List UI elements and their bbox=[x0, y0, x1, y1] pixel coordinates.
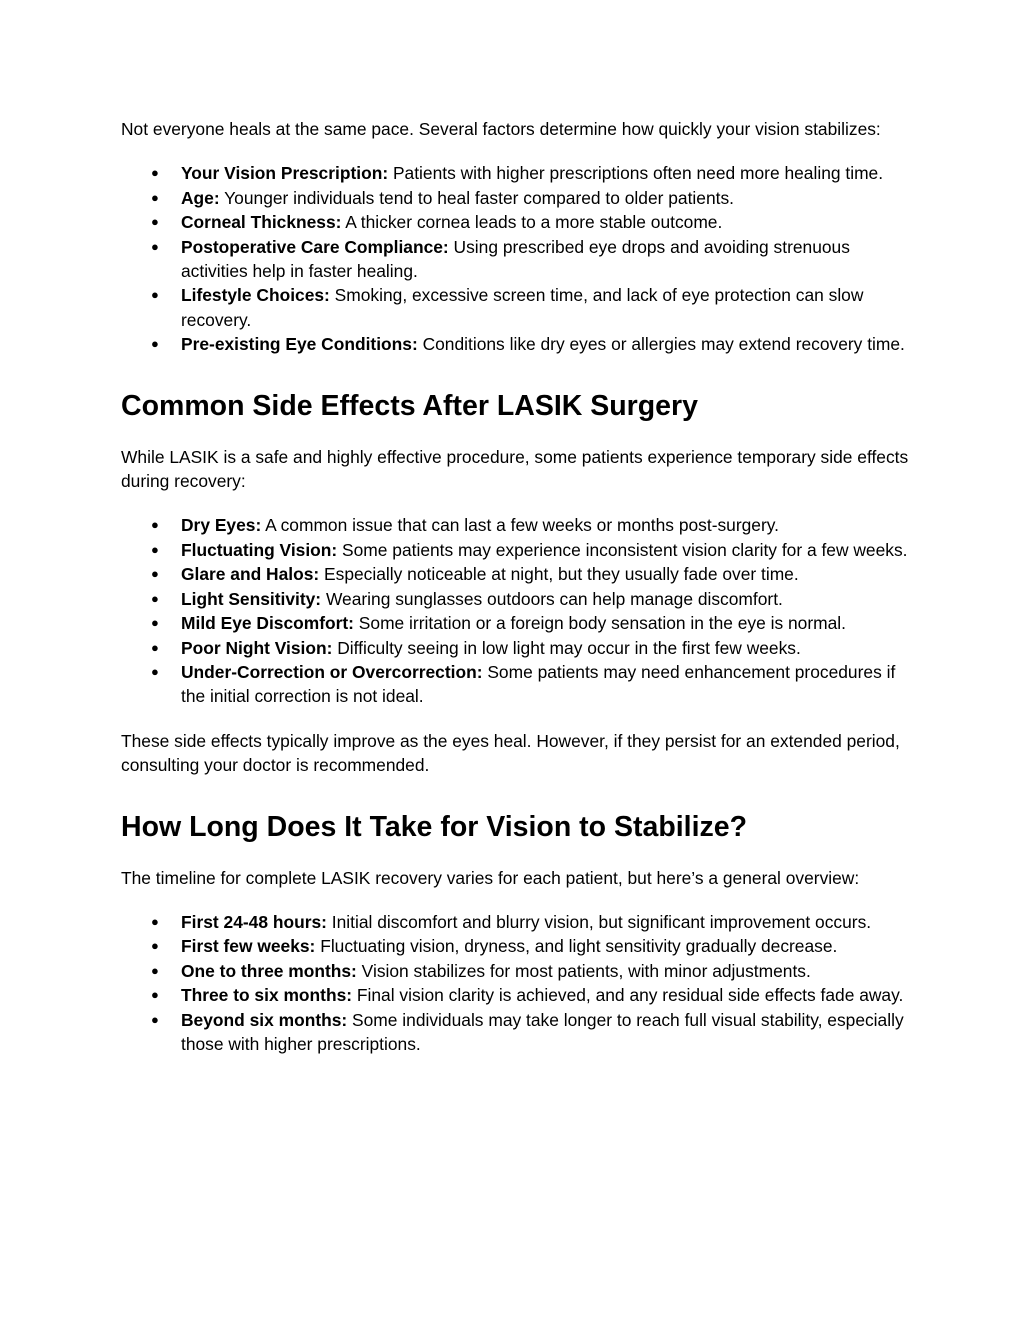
bullet-icon: ● bbox=[151, 962, 159, 978]
factors-list bbox=[121, 161, 914, 356]
list-item bbox=[121, 513, 914, 537]
bullet-icon: ● bbox=[151, 238, 159, 254]
list-item-desc: Especially noticeable at night, but they usually fade over time. bbox=[319, 564, 799, 585]
list-item-desc: Some individuals may take longer to reach full visual stability, especially those with higher prescriptions. bbox=[181, 1009, 904, 1054]
list-item-desc: Difficulty seeing in low light may occur in the first few weeks. bbox=[332, 637, 801, 658]
list-item-term: Poor Night Vision: bbox=[181, 637, 333, 658]
list-item bbox=[121, 210, 914, 234]
side-effects-outro-paragraph: These side effects typically improve as the eyes heal. However, if they persist for an extended period, consulting your doctor is recommended. bbox=[121, 730, 900, 776]
bullet-icon: ● bbox=[151, 287, 159, 303]
list-item bbox=[121, 161, 914, 185]
list-item-desc: A thicker cornea leads to a more stable outcome. bbox=[341, 212, 723, 233]
list-item-desc: Final vision clarity is achieved, and any residual side effects fade away. bbox=[352, 985, 904, 1006]
list-item-term: Three to six months: bbox=[181, 985, 353, 1006]
list-item-term: First 24-48 hours: bbox=[181, 911, 327, 932]
list-item-desc: Some irritation or a foreign body sensation in the eye is normal. bbox=[353, 613, 846, 634]
bullet-icon: ● bbox=[151, 566, 159, 582]
list-item-desc: Conditions like dry eyes or allergies may extend recovery time. bbox=[417, 334, 905, 355]
list-item bbox=[121, 332, 914, 356]
list-item-desc: Initial discomfort and blurry vision, but significant improvement occurs. bbox=[326, 911, 872, 932]
bullet-icon: ● bbox=[151, 336, 159, 352]
list-item bbox=[121, 235, 914, 284]
bullet-icon: ● bbox=[151, 987, 159, 1003]
list-item-term: Corneal Thickness: bbox=[181, 212, 342, 233]
timeline-heading: How Long Does It Take for Vision to Stabilize? bbox=[121, 810, 747, 843]
list-item bbox=[121, 636, 914, 660]
list-item-term: Your Vision Prescription: bbox=[181, 163, 389, 184]
list-item-term: Mild Eye Discomfort: bbox=[181, 613, 354, 634]
timeline-intro-paragraph: The timeline for complete LASIK recovery varies for each patient, but here’s a general overview: bbox=[121, 867, 860, 888]
list-item bbox=[121, 1008, 914, 1057]
bullet-icon: ● bbox=[151, 541, 159, 557]
list-item-desc: Wearing sunglasses outdoors can help manage discomfort. bbox=[321, 588, 783, 609]
side-effects-intro-paragraph: While LASIK is a safe and highly effective procedure, some patients experience temporary side effects during recovery: bbox=[121, 446, 909, 492]
list-item-term: Lifestyle Choices: bbox=[181, 285, 330, 306]
list-item-term: Postoperative Care Compliance: bbox=[181, 236, 449, 257]
bullet-icon: ● bbox=[151, 1011, 159, 1027]
list-item-term: Age: bbox=[181, 187, 220, 208]
bullet-icon: ● bbox=[151, 663, 159, 679]
list-item-term: Under-Correction or Overcorrection: bbox=[181, 661, 483, 682]
bullet-icon: ● bbox=[151, 938, 159, 954]
list-item-term: Beyond six months: bbox=[181, 1009, 348, 1030]
list-item-desc: Vision stabilizes for most patients, with minor adjustments. bbox=[356, 960, 811, 981]
side-effects-heading: Common Side Effects After LASIK Surgery bbox=[121, 389, 698, 422]
list-item bbox=[121, 934, 914, 958]
factors-intro-paragraph: Not everyone heals at the same pace. Several factors determine how quickly your vision stabilizes: bbox=[121, 119, 881, 139]
list-item-desc: Some patients may need enhancement procedures if the initial correction is not ideal. bbox=[181, 661, 896, 707]
list-item bbox=[121, 587, 914, 611]
list-item bbox=[121, 186, 914, 210]
bullet-icon: ● bbox=[151, 913, 159, 929]
list-item bbox=[121, 611, 914, 635]
list-item-term: Light Sensitivity: bbox=[181, 588, 322, 609]
bullet-icon: ● bbox=[151, 165, 159, 181]
list-item-desc: A common issue that can last a few weeks or months post-surgery. bbox=[261, 515, 780, 536]
list-item-desc: Younger individuals tend to heal faster compared to older patients. bbox=[219, 187, 734, 208]
list-item bbox=[121, 283, 914, 332]
list-item bbox=[121, 538, 914, 562]
list-item bbox=[121, 562, 914, 586]
bullet-icon: ● bbox=[151, 615, 159, 631]
list-item-desc: Patients with higher prescriptions often need more healing time. bbox=[388, 163, 884, 184]
bullet-icon: ● bbox=[151, 214, 159, 230]
list-item bbox=[121, 983, 914, 1007]
list-item-term: One to three months: bbox=[181, 960, 357, 981]
list-item-term: Glare and Halos: bbox=[181, 564, 320, 585]
list-item-term: Pre-existing Eye Conditions: bbox=[181, 334, 418, 355]
list-item bbox=[121, 660, 914, 709]
bullet-icon: ● bbox=[151, 590, 159, 606]
list-item-desc: Using prescribed eye drops and avoiding strenuous activities help in faster healing. bbox=[181, 236, 850, 282]
bullet-icon: ● bbox=[151, 639, 159, 655]
list-item bbox=[121, 910, 914, 934]
side-effects-list bbox=[121, 513, 914, 708]
list-item bbox=[121, 959, 914, 983]
list-item-desc: Smoking, excessive screen time, and lack of eye protection can slow recovery. bbox=[181, 285, 864, 330]
list-item-desc: Some patients may experience inconsistent vision clarity for a few weeks. bbox=[337, 539, 908, 560]
list-item-term: First few weeks: bbox=[181, 936, 316, 957]
list-item-term: Fluctuating Vision: bbox=[181, 539, 338, 560]
bullet-icon: ● bbox=[151, 189, 159, 205]
list-item-desc: Fluctuating vision, dryness, and light sensitivity gradually decrease. bbox=[315, 936, 838, 957]
bullet-icon: ● bbox=[151, 517, 159, 533]
timeline-list bbox=[121, 910, 914, 1056]
list-item-term: Dry Eyes: bbox=[181, 515, 262, 536]
